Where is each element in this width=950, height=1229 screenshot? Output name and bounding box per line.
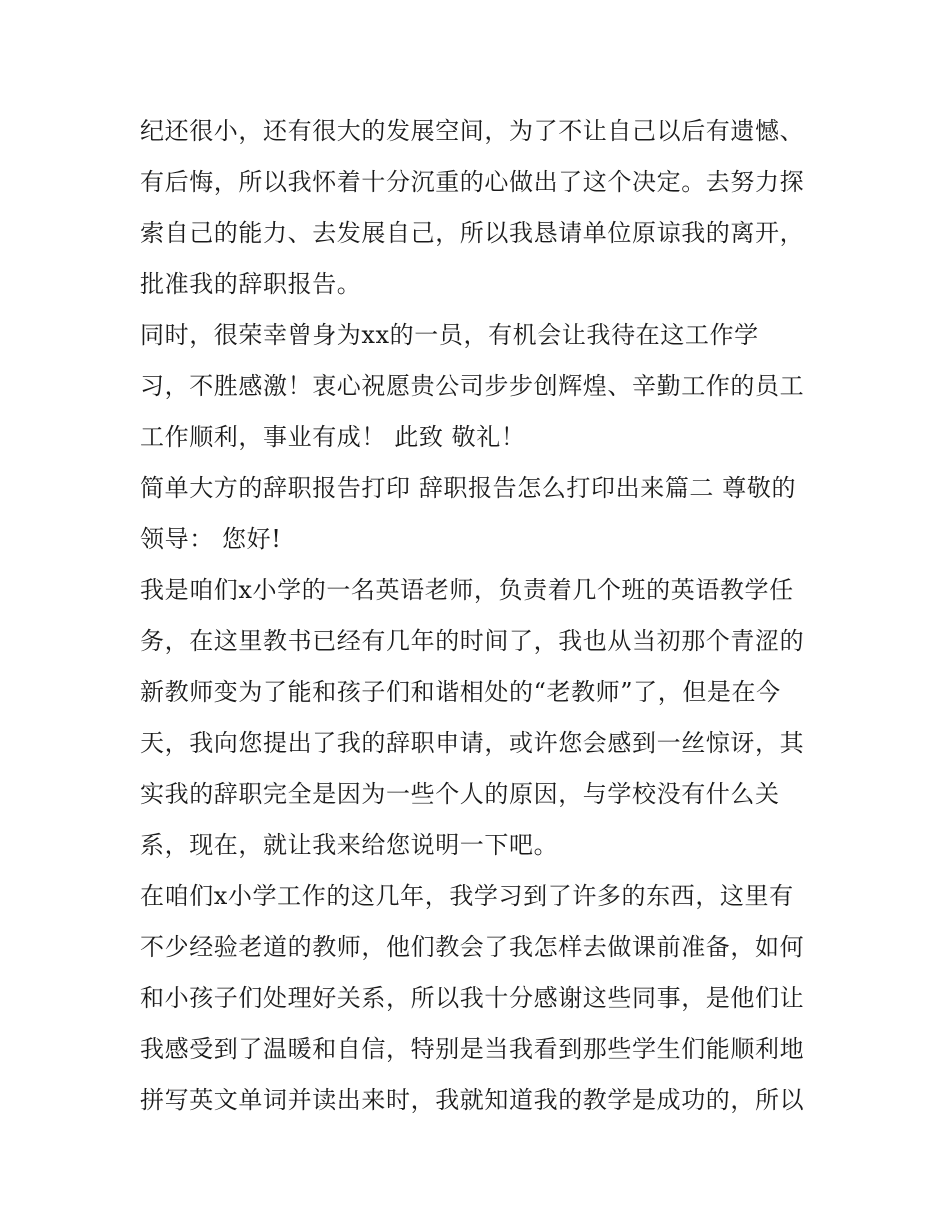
text-line: 拼写英文单词并读出来时，我就知道我的教学是成功的，所以 bbox=[140, 1086, 805, 1114]
text-line: 务，在这里教书已经有几年的时间了，我也从当初那个青涩的 bbox=[140, 627, 805, 655]
text-line: 实我的辞职完全是因为一些个人的原因，与学校没有什么关 bbox=[140, 780, 780, 808]
text-line: 和小孩子们处理好关系，所以我十分感谢这些同事，是他们让 bbox=[140, 984, 805, 1012]
text-line: 纪还很小，还有很大的发展空间，为了不让自己以后有遗憾、 bbox=[140, 117, 805, 145]
text-line: 批准我的辞职报告。 bbox=[140, 270, 362, 298]
text-line: 索自己的能力、去发展自己，所以我恳请单位原谅我的离开， bbox=[140, 219, 805, 247]
text-line: 在咱们x小学工作的这几年，我学习到了许多的东西，这里有 bbox=[140, 882, 794, 910]
text-line: 不少经验老道的教师，他们教会了我怎样去做课前准备，如何 bbox=[140, 933, 805, 961]
text-line: 系，现在，就让我来给您说明一下吧。 bbox=[140, 831, 559, 859]
document-body bbox=[140, 106, 830, 1126]
text-line: 领导： 您好! bbox=[140, 525, 282, 553]
text-line: 我感受到了温暖和自信，特别是当我看到那些学生们能顺利地 bbox=[140, 1035, 805, 1063]
text-line: 天，我向您提出了我的辞职申请，或许您会感到一丝惊讶，其 bbox=[140, 729, 805, 757]
text-line: 工作顺利，事业有成！ 此致 敬礼！ bbox=[140, 423, 526, 451]
text-line: 简单大方的辞职报告打印 辞职报告怎么打印出来篇二 尊敬的 bbox=[140, 474, 797, 502]
text-line: 新教师变为了能和孩子们和谐相处的“老教师”了，但是在今 bbox=[140, 678, 781, 706]
text-line: 有后悔，所以我怀着十分沉重的心做出了这个决定。去努力探 bbox=[140, 168, 805, 196]
text-line: 我是咱们x小学的一名英语老师，负责着几个班的英语教学任 bbox=[140, 576, 794, 604]
text-line: 习，不胜感激！衷心祝愿贵公司步步创辉煌、辛勤工作的员工 bbox=[140, 372, 805, 400]
text-line: 同时，很荣幸曾身为xx的一员，有机会让我待在这工作学 bbox=[140, 321, 759, 349]
